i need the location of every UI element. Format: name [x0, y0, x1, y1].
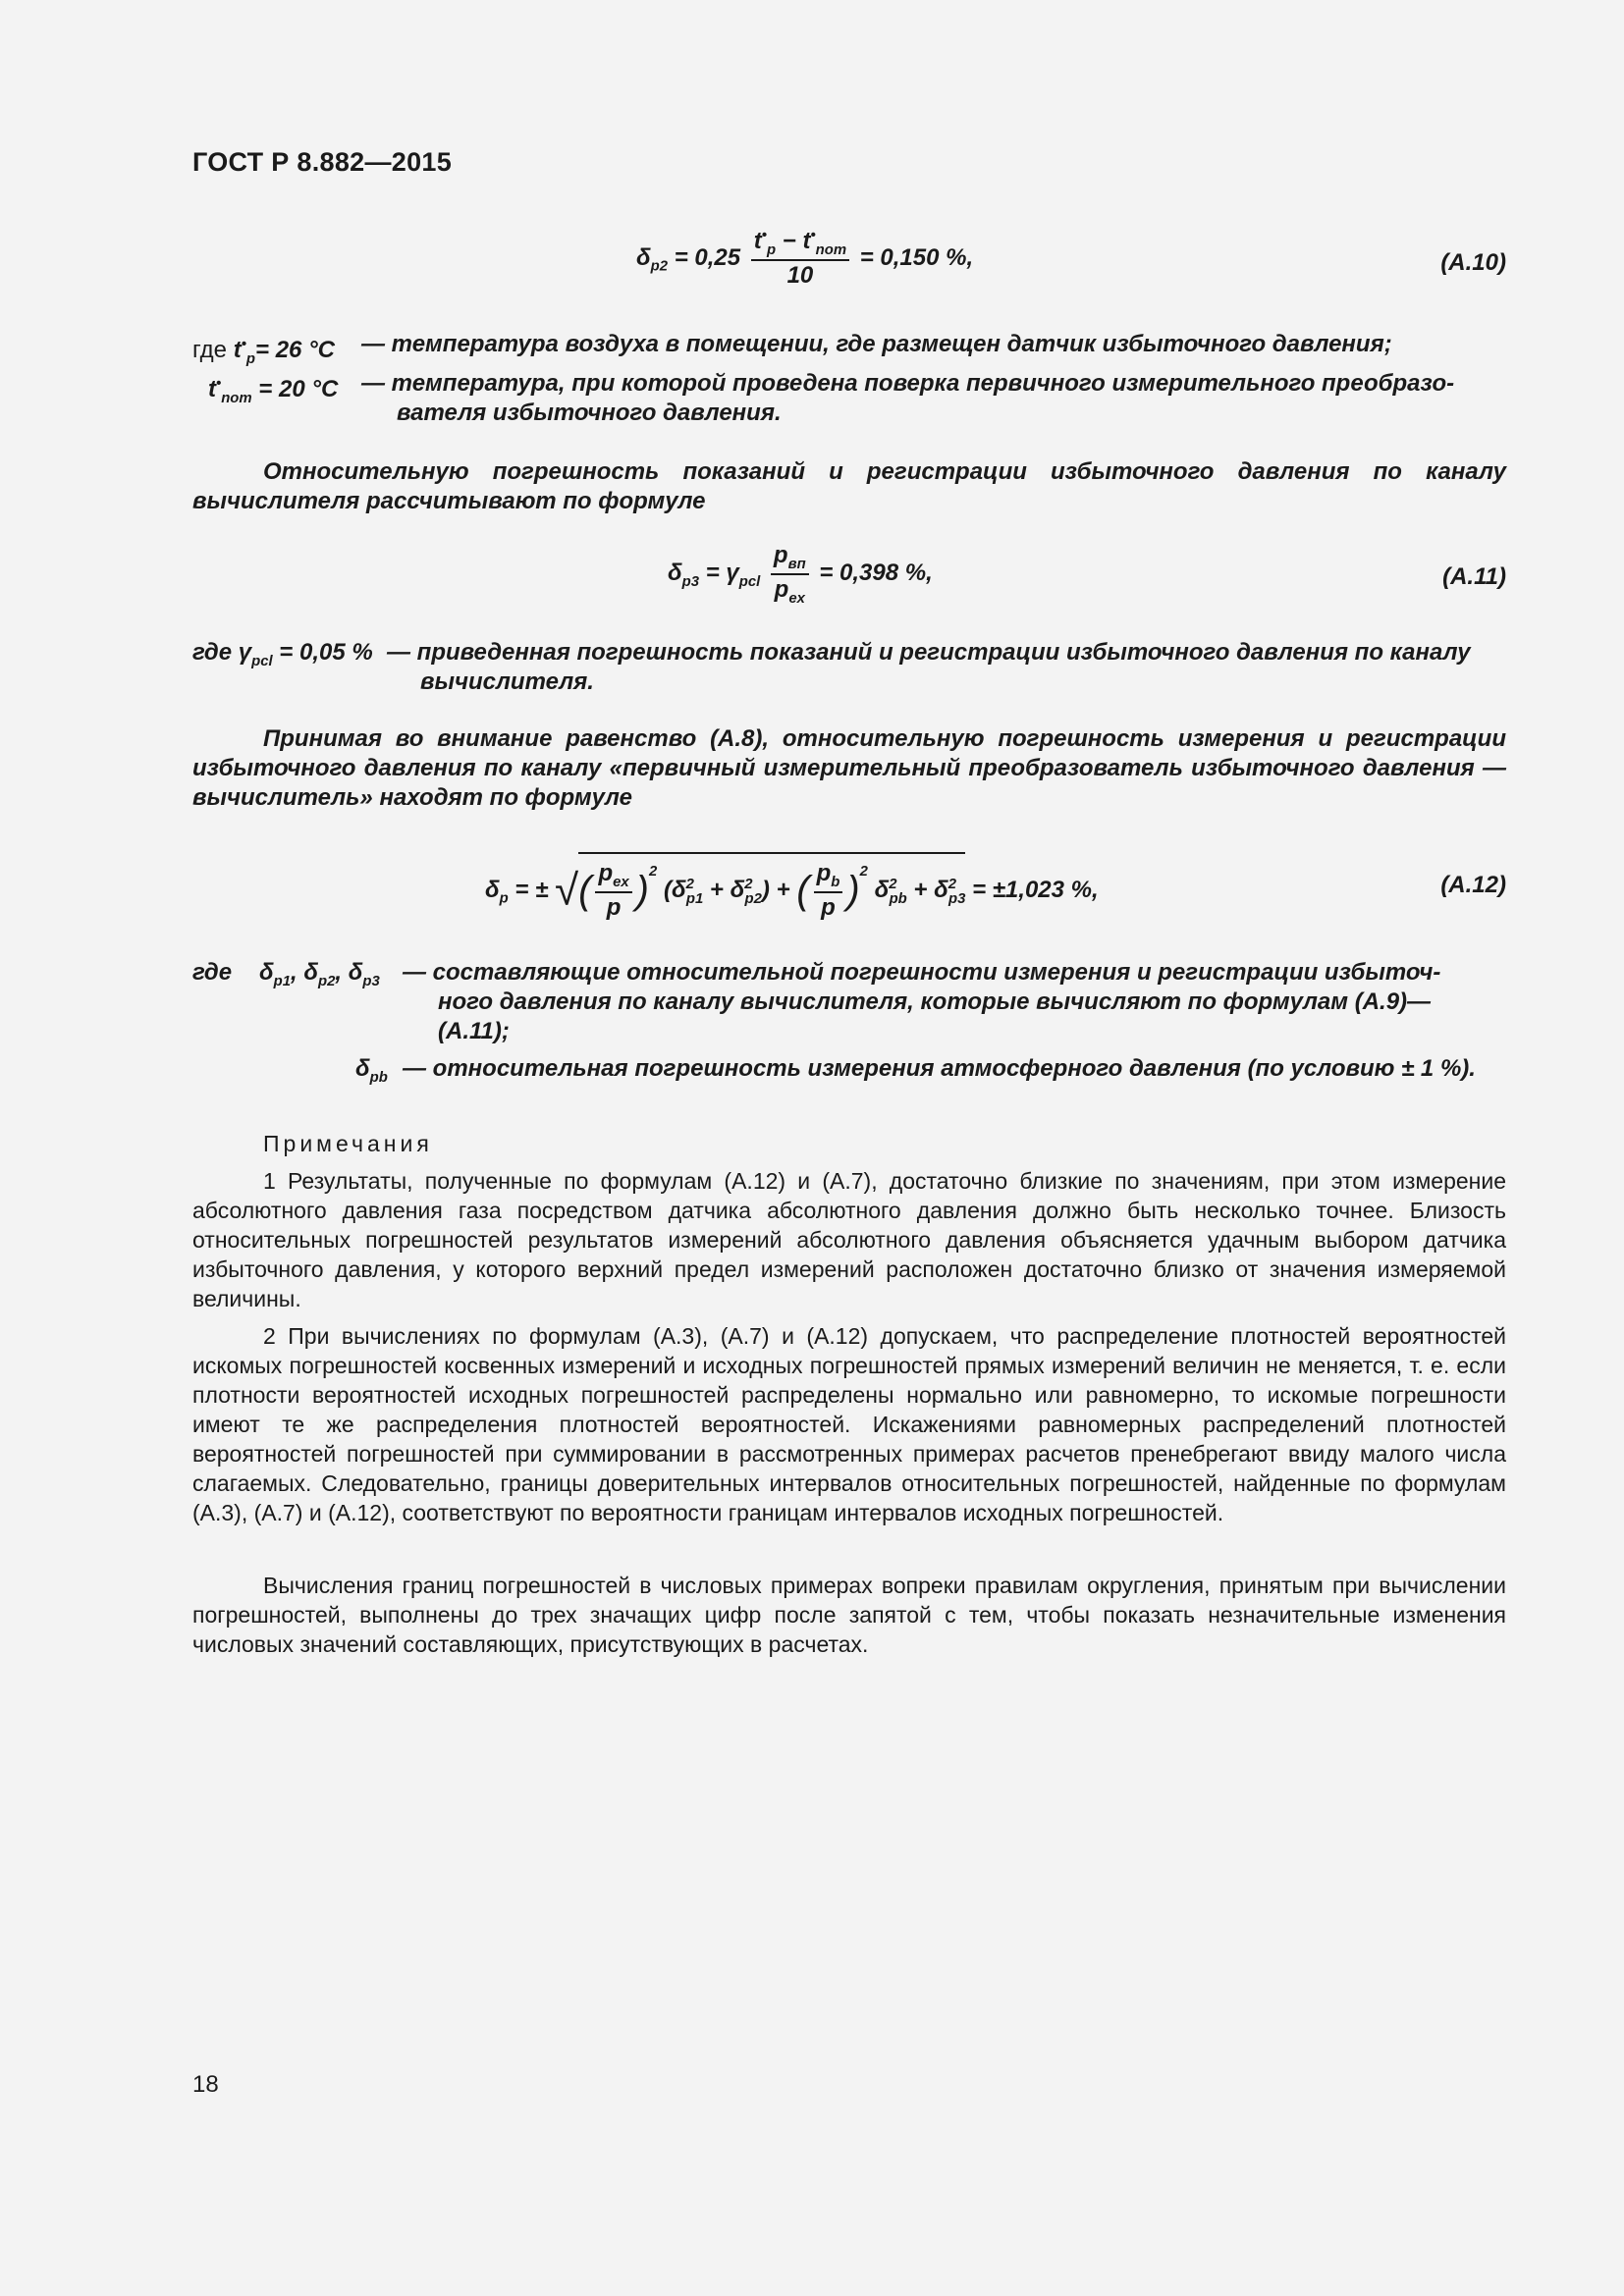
where-label-3: где [192, 959, 233, 986]
paragraph-2: Принимая во внимание равенство (A.8), относительную погрешность измерения и регистрации избыточного давления по каналу «первичный измерительный преобразователь избыточного давления — вычислитель» находят по формуле [192, 725, 1506, 811]
definition-tnom: — температура, при которой проведена поверка первичного измерительного преобразо- [361, 370, 1455, 397]
definition-dpb: — относительная погрешность измерения атмосферного давления (по условию ± 1 %). [403, 1055, 1476, 1082]
where-label: где $t^•_p= 26$ °C [192, 337, 335, 367]
definition-tnom-cont: вателя избыточного давления. [397, 400, 782, 426]
equation-number-a10: (A.10) [1440, 249, 1506, 276]
definition-dp123-end: (A.11); [438, 1018, 510, 1044]
symbol-tnom: $t^•_{nom} = 20$ °C [208, 376, 339, 406]
definition-dp123: — составляющие относительной погрешности измерения и регистрации избыточ- [403, 959, 1441, 986]
symbols-dp123: $\delta_{p1}$, $\delta_{p2}$, $\delta_{p3}$ [259, 959, 380, 989]
definition-tp: — температура воздуха в помещении, где размещен датчик избыточного давления; [361, 331, 1392, 357]
fraction-a11: $\frac{p_{вп}}{p_{ex}}$ [771, 542, 809, 607]
equation-a11: $\delta_{p3} = \gamma_{pcl}$ $\frac{p_{вп}}{p_{ex}}$ = 0,398 %, [668, 542, 933, 607]
paragraph-1: Относительную погрешность показаний и регистрации избыточного давления по каналу вычислителя рассчитывают по формуле [192, 458, 1506, 514]
sqrt-sign: √ [554, 866, 579, 915]
sqrt-radicand: ( $\frac{p_{ex}}{p}$ )$^2$ $(\delta^2_{p1} + \delta^2_{p2})$ + ( $\frac{p_b}{p}$ )$^2$ $\delta^2_{pb} + \delta^2_{p3}$ [578, 852, 965, 922]
note-2: 2 При вычислениях по формулам (A.3), (A.7) и (A.12) допускаем, что распределение плотностей вероятностей искомых погрешностей косвенных измерений и исходных погрешностей прямых измерений величин не меняется, т. е. если плотности вероятностей исходных погрешностей распределены нормально или равномерно, то искомые погрешности имеют те же распределения плотностей вероятностей. Искажениями равномерных распределений плотностей вероятностей погрешностей при суммировании в рассмотренных примерах расчетов пренебрегают ввиду малого числа слагаемых. Следовательно, границы доверительных интервалов относительных погрешностей, найденные по формулам (A.3), (A.7) и (A.12), соответствуют по вероятности границам интервалов исходных погрешностей. [192, 1323, 1506, 1525]
note-1: 1 Результаты, полученные по формулам (A.12) и (A.7), достаточно близкие по значениям, при этом измерение абсолютного давления газа посредством датчика абсолютного давления должно быть несколько точнее. Близость относительных погрешностей результатов измерений абсолютного давления объясняется удачным выбором датчика избыточного давления, у которого верхний предел измерений расположен достаточно близко от значения измеряемой величины. [192, 1168, 1506, 1311]
symbol-gamma-pcl: где $\gamma_{pcl} = 0,05$ % [192, 639, 373, 669]
definition-gamma-pcl-cont: вычислителя. [420, 668, 594, 695]
paragraph-3: Вычисления границ погрешностей в числовых примерах вопреки правилам округления, принятым при вычислении погрешностей, выполнены до трех значащих цифр после запятой с тем, чтобы показать незначительные изменения числовых значений составляющих, присутствующих в расчетах. [192, 1573, 1506, 1657]
equation-number-a12: (A.12) [1440, 872, 1506, 898]
symbol-dpb: $\delta_{pb}$ [355, 1055, 388, 1086]
equation-a12: $\delta_p$ = ± √( $\frac{p_{ex}}{p}$ )$^2$ $(\delta^2_{p1} + \delta^2_{p2})$ + ( $\frac{p_b}{p}$ )$^2$ $\delta^2_{pb} + \delta^2_{p3} = \pm 1,023$ %, [485, 852, 1099, 922]
fraction-a10: $\frac{t^•_p - t^•_{nom}}{10}$ [751, 228, 849, 290]
equation-number-a11: (A.11) [1442, 563, 1506, 590]
notes-title: Примечания [263, 1131, 433, 1156]
document-header: ГОСТ Р 8.882—2015 [192, 147, 453, 177]
definition-gamma-pcl: — приведенная погрешность показаний и регистрации избыточного давления по каналу [387, 639, 1471, 666]
definition-dp123-cont: ного давления по каналу вычислителя, которые вычисляют по формулам (A.9)— [438, 988, 1432, 1015]
page-number: 18 [192, 2071, 219, 2098]
equation-a10: $\delta_{p2} = 0,25$ $\frac{t^•_p - t^•_{nom}}{10}$ = 0,150 %, [636, 228, 974, 289]
